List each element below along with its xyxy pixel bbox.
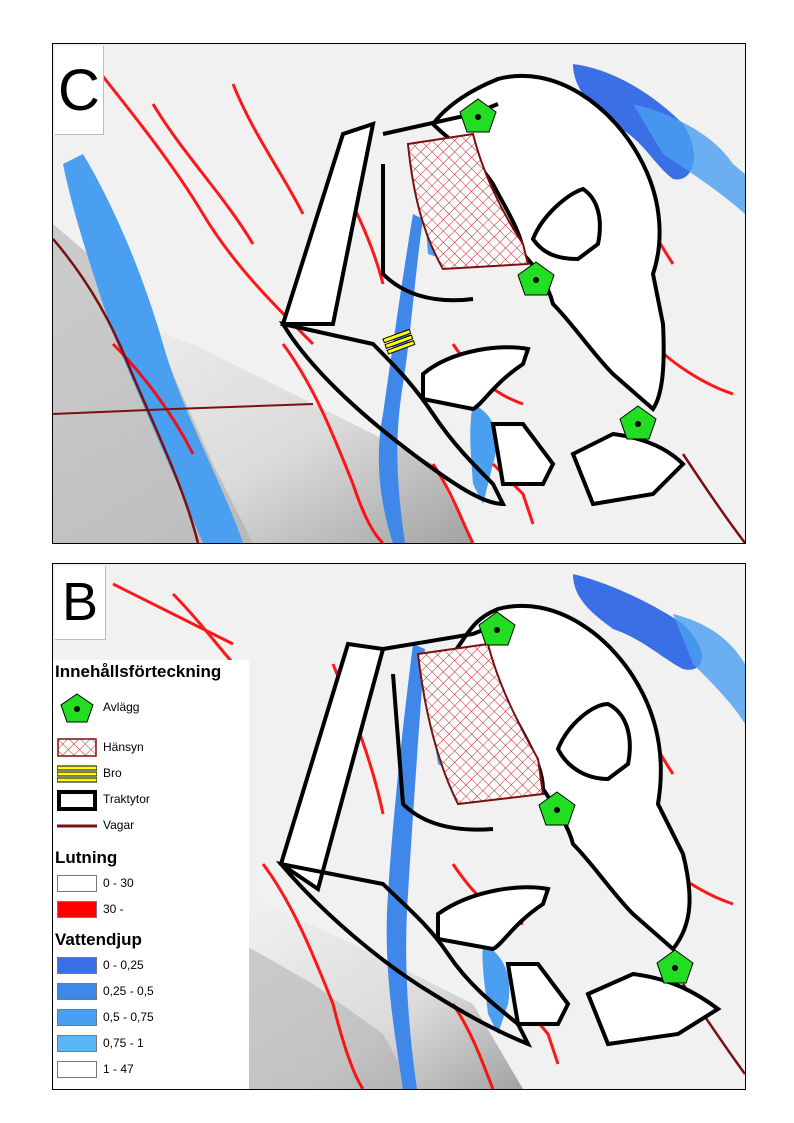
- swatch-depth-2: [57, 1009, 97, 1026]
- outline-icon: [57, 790, 97, 812]
- swatch-slope-1: [57, 901, 97, 918]
- crosshatch-icon: [57, 738, 97, 758]
- legend-depth-title: Vattendjup: [55, 930, 142, 949]
- map-canvas-c: [53, 44, 745, 543]
- swatch-slope-0: [57, 875, 97, 892]
- legend-slope-title: Lutning: [55, 848, 118, 867]
- pentagon-icon: [57, 692, 97, 724]
- map-panel-b: [52, 563, 746, 1090]
- swatch-depth-3: [57, 1035, 97, 1052]
- swatch-depth-0: [57, 957, 97, 974]
- swatch-depth-4: [57, 1061, 97, 1078]
- swatch-depth-1: [57, 983, 97, 1000]
- bridge-icon: [57, 764, 97, 784]
- panel-label-b: B: [55, 566, 106, 640]
- map-panel-c: [52, 43, 746, 544]
- road-line-icon: [57, 816, 97, 836]
- panel-label-c: C: [55, 46, 104, 135]
- map-legend: Innehållsförteckning Avlägg Hänsyn Bro Traktytor Vagar Lutning 0 - 30 30 - Vattendjup 0 - 0,25 0,25 - 0,5 0,5 - 0,75 0,75 - 1 1 - 47: [53, 660, 249, 1089]
- legend-title: Innehållsförteckning: [55, 662, 222, 681]
